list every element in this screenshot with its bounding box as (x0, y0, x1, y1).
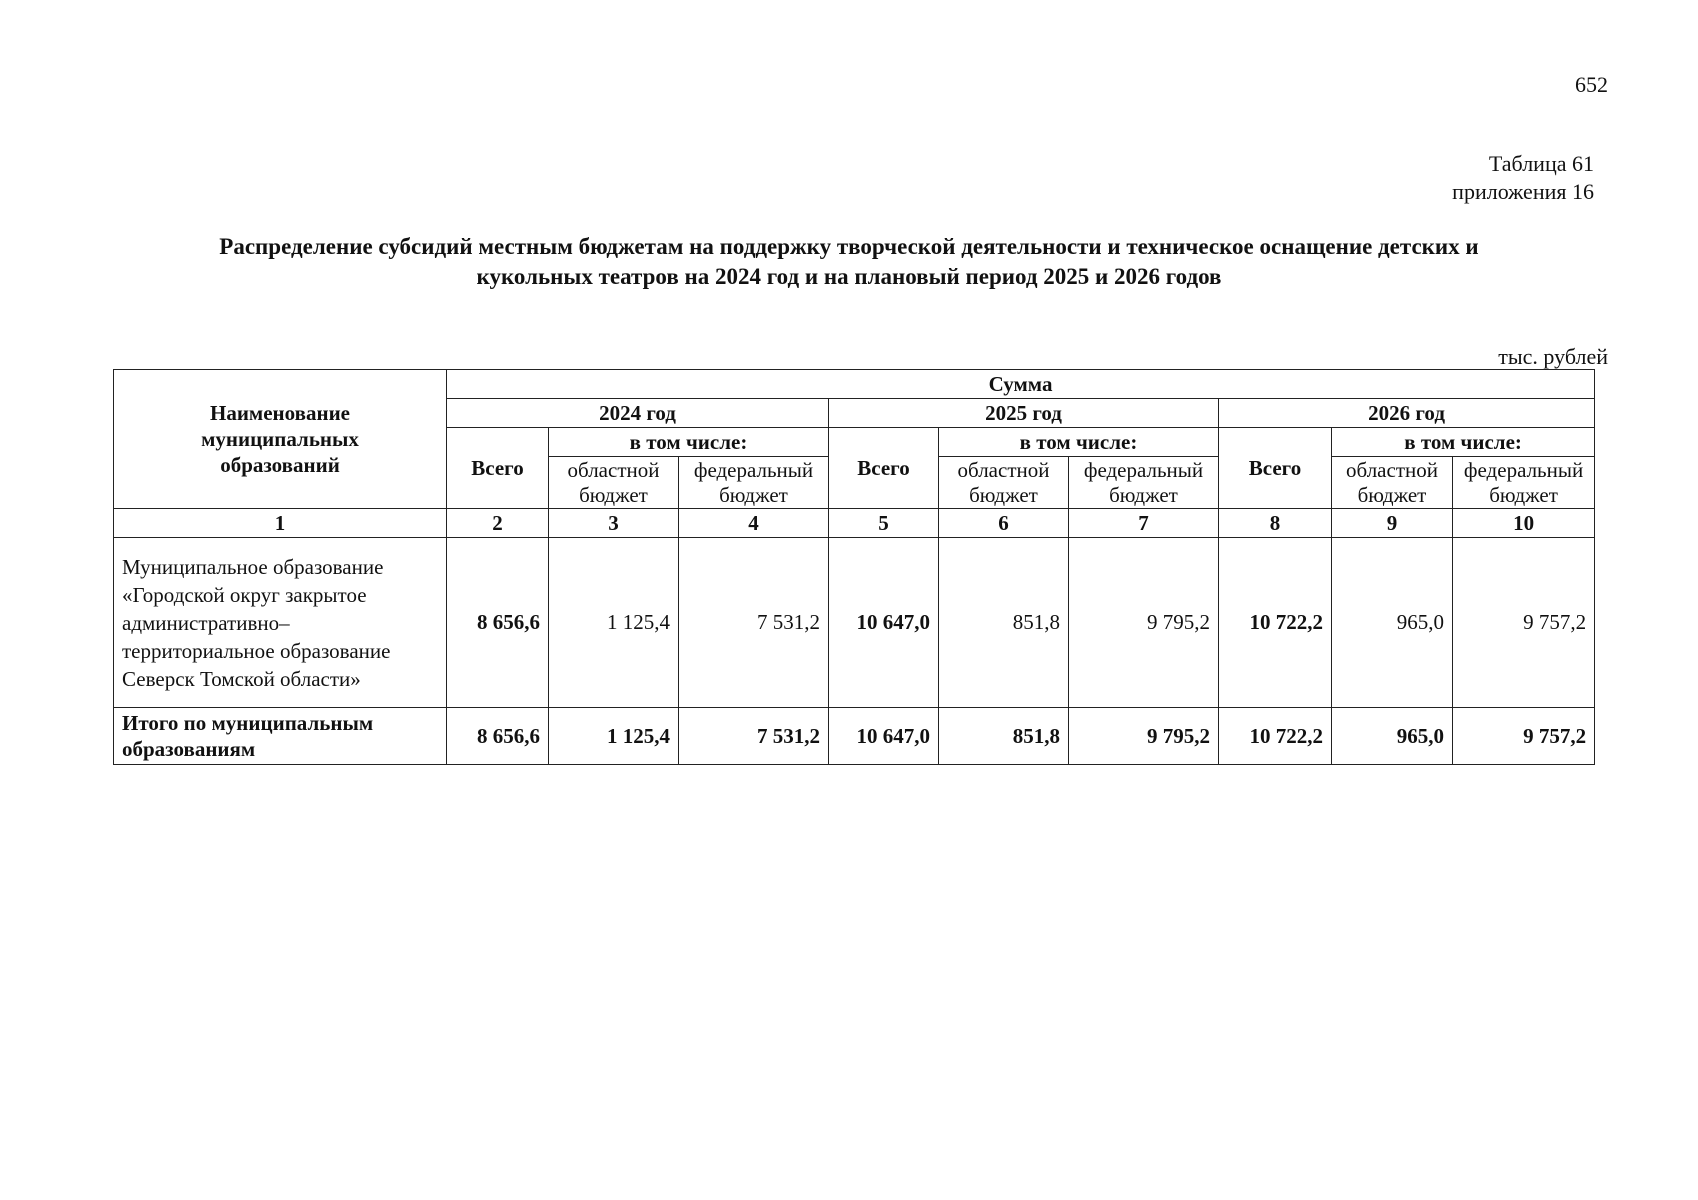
value-federal-2026: 9 757,2 (1453, 538, 1595, 708)
document-title-line-2: кукольных театров на 2024 год и на плановый период 2025 и 2026 годов (476, 264, 1222, 289)
header-federal-2025: федеральный бюджет (1069, 457, 1219, 509)
column-number: 5 (829, 509, 939, 538)
value-regional-2025: 851,8 (939, 538, 1069, 708)
total-regional-2025: 851,8 (939, 708, 1069, 765)
total-federal-2026: 9 757,2 (1453, 708, 1595, 765)
total-value-2025: 10 647,0 (829, 708, 939, 765)
header-row-sum (114, 370, 1595, 399)
document-title-line-1: Распределение субсидий местным бюджетам на поддержку творческой деятельности и техническое оснащение детских и (219, 234, 1479, 259)
table-reference-line-2: приложения 16 (1452, 179, 1594, 204)
total-federal-2024: 7 531,2 (679, 708, 829, 765)
municipality-name: Муниципальное образование «Городской округ закрытое административно–территориальное образование Северск Томской области» (114, 538, 447, 708)
header-year-2025: 2025 год (829, 399, 1219, 428)
total-row-label: Итого по муниципальным образованиям (114, 708, 447, 765)
column-number: 6 (939, 509, 1069, 538)
header-year-2024: 2024 год (447, 399, 829, 428)
value-federal-2025: 9 795,2 (1069, 538, 1219, 708)
header-name-column (114, 370, 447, 509)
header-total-2026: Всего (1219, 428, 1332, 509)
total-value-2026: 10 722,2 (1219, 708, 1332, 765)
total-regional-2026: 965,0 (1332, 708, 1453, 765)
column-number: 2 (447, 509, 549, 538)
column-number: 9 (1332, 509, 1453, 538)
header-including-2025: в том числе: (939, 428, 1219, 457)
column-number: 3 (549, 509, 679, 538)
column-number: 8 (1219, 509, 1332, 538)
document-title (112, 232, 1586, 292)
value-total-2026: 10 722,2 (1219, 538, 1332, 708)
header-including-2024: в том числе: (549, 428, 829, 457)
header-year-2026: 2026 год (1219, 399, 1595, 428)
column-number: 7 (1069, 509, 1219, 538)
value-federal-2024: 7 531,2 (679, 538, 829, 708)
column-number: 1 (114, 509, 447, 538)
header-regional-2024: областной бюджет (549, 457, 679, 509)
header-federal-2024: федеральный бюджет (679, 457, 829, 509)
table-reference-line-1: Таблица 61 (1488, 151, 1594, 176)
column-number: 10 (1453, 509, 1595, 538)
value-regional-2024: 1 125,4 (549, 538, 679, 708)
header-name-label: Наименование муниципальных образований (201, 401, 359, 477)
header-regional-2026: областной бюджет (1332, 457, 1453, 509)
header-total-2024: Всего (447, 428, 549, 509)
table-reference (1452, 150, 1594, 206)
column-number-row (114, 509, 1595, 538)
subsidy-table (113, 369, 1595, 765)
value-regional-2026: 965,0 (1332, 538, 1453, 708)
value-total-2024: 8 656,6 (447, 538, 549, 708)
header-including-2026: в том числе: (1332, 428, 1595, 457)
value-total-2025: 10 647,0 (829, 538, 939, 708)
total-regional-2024: 1 125,4 (549, 708, 679, 765)
page-number: 652 (1575, 72, 1608, 97)
units-label: тыс. рублей (1498, 344, 1608, 369)
header-regional-2025: областной бюджет (939, 457, 1069, 509)
table-row (114, 538, 1595, 708)
total-federal-2025: 9 795,2 (1069, 708, 1219, 765)
total-value-2024: 8 656,6 (447, 708, 549, 765)
total-row (114, 708, 1595, 765)
column-number: 4 (679, 509, 829, 538)
header-federal-2026: федеральный бюджет (1453, 457, 1595, 509)
header-total-2025: Всего (829, 428, 939, 509)
header-sum: Сумма (447, 370, 1595, 399)
